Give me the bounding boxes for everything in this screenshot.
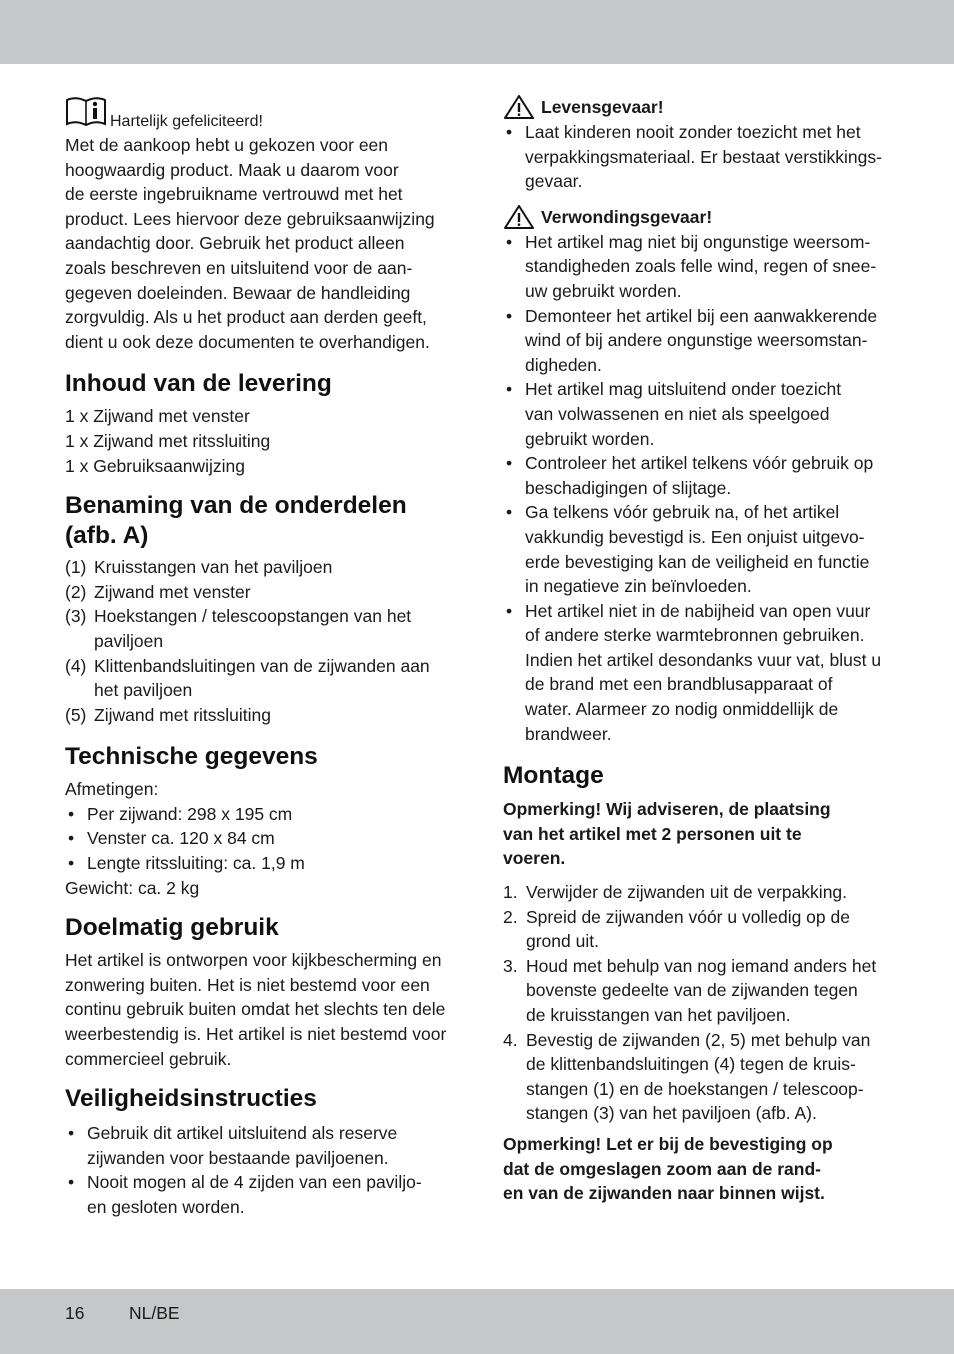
bullet-line: brandweer. xyxy=(525,723,612,744)
assembly-steps xyxy=(503,880,891,1126)
bullet-line: verpakkingsmateriaal. Er bestaat verstikkings- xyxy=(525,146,882,167)
item-number: 3. xyxy=(503,955,518,976)
bullet-item xyxy=(503,304,891,378)
contents-list xyxy=(65,404,455,478)
item-number: (3) xyxy=(65,606,87,627)
note-line: en van de zijwanden naar binnen wijst. xyxy=(503,1183,825,1204)
technical-heading: Technische gegevens xyxy=(65,743,318,771)
item-line: Zijwand met ritssluiting xyxy=(94,704,271,725)
item-line: Bevestig de zijwanden (2, 5) met behulp van xyxy=(526,1029,871,1050)
numbered-item xyxy=(65,580,455,605)
dimensions-label: Afmetingen: xyxy=(65,779,159,800)
item-line: Hoekstangen / telescoopstangen van het xyxy=(94,606,412,627)
numbered-item xyxy=(65,654,455,703)
intended-use-line: weerbestendig is. Het artikel is niet bestemd voor xyxy=(65,1024,447,1045)
bullet-line: Het artikel mag uitsluitend onder toezicht xyxy=(525,379,842,400)
bullet-item xyxy=(65,1121,455,1170)
contents-heading: Inhoud van de levering xyxy=(65,370,332,398)
intro-line: product. Lees hiervoor deze gebruiksaanwijzing xyxy=(65,208,435,229)
intended-use-line: zonwering buiten. Het is niet bestemd voor een xyxy=(65,974,430,995)
item-number: (2) xyxy=(65,581,87,602)
item-number: (1) xyxy=(65,557,87,578)
item-line: Spreid de zijwanden vóór u volledig op de xyxy=(526,906,850,927)
intro-line: gegeven doeleinden. Bewaar de handleiding xyxy=(65,282,411,303)
item-line: paviljoen xyxy=(94,630,164,651)
intro-line: aandachtig door. Gebruik het product alleen xyxy=(65,233,405,254)
bullet-item xyxy=(503,599,891,747)
bullet-line: Nooit mogen al de 4 zijden van een paviljo- xyxy=(87,1172,422,1193)
numbered-item xyxy=(65,703,455,728)
warning-triangle-icon xyxy=(503,94,535,120)
intro-line: dient u ook deze documenten te overhandigen. xyxy=(65,331,430,352)
bullet-line: Gebruik dit artikel uitsluitend als reserve xyxy=(87,1123,398,1144)
safety-heading: Veiligheidsinstructies xyxy=(65,1085,317,1113)
intended-use-paragraph xyxy=(65,948,455,1071)
numbered-item xyxy=(503,905,891,954)
note-line: dat de omgeslagen zoom aan de rand- xyxy=(503,1158,821,1179)
bullet-line: vakkundig bevestigd is. Een onjuist uitgevo- xyxy=(525,526,865,547)
bullet-line: Per zijwand: 298 x 195 cm xyxy=(87,803,293,824)
technical-list xyxy=(65,802,455,876)
bullet-item xyxy=(503,451,891,500)
danger-injury-heading xyxy=(503,204,891,230)
item-line: stangen (1) en de hoekstangen / telescoop- xyxy=(526,1078,864,1099)
bullet-item xyxy=(65,851,455,876)
item-number: (5) xyxy=(65,704,87,725)
intro-line: de eerste ingebruikname vertrouwd met het xyxy=(65,184,403,205)
parts-list xyxy=(65,555,455,727)
item-line: Verwijder de zijwanden uit de verpakking. xyxy=(526,882,848,903)
item-line: bovenste gedeelte van de zijwanden tegen xyxy=(526,980,858,1001)
intended-use-line: continu gebruik buiten omdat het slechts ten dele xyxy=(65,999,446,1020)
item-line: het paviljoen xyxy=(94,680,193,701)
bullet-line: Controleer het artikel telkens vóór gebruik op xyxy=(525,453,874,474)
bullet-item xyxy=(65,802,455,827)
item-line: Klittenbandsluitingen van de zijwanden aan xyxy=(94,655,430,676)
bullet-line: wind of bij andere ongunstige weersomstan- xyxy=(525,330,868,351)
bullet-line: erde bevestiging kan de veiligheid en functie xyxy=(525,551,870,572)
intended-use-line: Het artikel is ontworpen voor kijkbescherming en xyxy=(65,950,442,971)
intro-greeting: Hartelijk gefeliciteerd! xyxy=(110,113,263,130)
bullet-line: Indien het artikel desondanks vuur vat, blust u xyxy=(525,649,882,670)
bullet-line: uw gebruikt worden. xyxy=(525,280,682,301)
intro-paragraph xyxy=(65,133,455,354)
item-line: de kruisstangen van het paviljoen. xyxy=(526,1005,791,1025)
right-column xyxy=(503,94,891,1206)
info-book-icon xyxy=(65,94,107,133)
item-line: Houd met behulp van nog iemand anders het xyxy=(526,955,877,976)
danger-injury-list xyxy=(503,230,891,746)
bullet-item xyxy=(503,377,891,451)
bullet-line: standigheden zoals felle wind, regen of snee- xyxy=(525,256,877,277)
item-number: (4) xyxy=(65,655,87,676)
bullet-line: Het artikel niet in de nabijheid van open vuur xyxy=(525,600,871,621)
intro-greeting-line xyxy=(65,94,455,133)
intro-line: Met de aankoop hebt u gekozen voor een xyxy=(65,135,389,155)
bullet-line: Lengte ritssluiting: ca. 1,9 m xyxy=(87,853,305,874)
contents-item: 1 x Gebruiksaanwijzing xyxy=(65,455,245,476)
bullet-line: digheden. xyxy=(525,354,602,375)
bullet-line: de brand met een brandblusapparaat of xyxy=(525,674,833,695)
header-bar xyxy=(0,0,954,64)
contents-item: 1 x Zijwand met ritssluiting xyxy=(65,430,271,451)
weight-text: Gewicht: ca. 2 kg xyxy=(65,877,200,898)
item-line: Zijwand met venster xyxy=(94,581,251,602)
bullet-line: en gesloten worden. xyxy=(87,1197,245,1217)
intended-use-heading: Doelmatig gebruik xyxy=(65,914,279,942)
bullet-line: gebruikt worden. xyxy=(525,428,655,449)
note-line: voeren. xyxy=(503,848,566,869)
bullet-line: water. Alarmeer zo nodig onmiddellijk de xyxy=(525,699,839,720)
assembly-heading: Montage xyxy=(503,762,604,790)
bullet-line: zijwanden voor bestaande paviljoenen. xyxy=(87,1147,389,1168)
bullet-line: in negatieve zin beïnvloeden. xyxy=(525,576,752,597)
language-code: NL/BE xyxy=(129,1303,180,1323)
intro-line: hoogwaardig product. Maak u daarom voor xyxy=(65,159,399,180)
bullet-item xyxy=(65,1170,455,1219)
intro-line: zorgvuldig. Als u het product aan derden geeft, xyxy=(65,307,427,328)
intro-line: zoals beschreven en uitsluitend voor de aan- xyxy=(65,257,413,278)
bullet-item xyxy=(503,500,891,598)
note-line: Opmerking! Wij adviseren, de plaatsing xyxy=(503,799,831,820)
page-number: 16 xyxy=(65,1303,85,1323)
numbered-item xyxy=(503,880,891,905)
numbered-item xyxy=(503,1028,891,1126)
intended-use-line: commercieel gebruik. xyxy=(65,1048,232,1069)
parts-heading-line2: (afb. A) xyxy=(65,522,149,550)
bullet-line: Het artikel mag niet bij ongunstige weersom- xyxy=(525,231,871,252)
left-column xyxy=(65,94,455,1220)
note-line: Opmerking! Let er bij de bevestiging op xyxy=(503,1133,833,1154)
parts-heading-line1: Benaming van de onderdelen xyxy=(65,492,407,520)
item-line: stangen (3) van het paviljoen (afb. A). xyxy=(526,1103,817,1124)
item-number: 2. xyxy=(503,906,518,927)
bullet-line: gevaar. xyxy=(525,171,583,192)
item-line: Kruisstangen van het paviljoen xyxy=(94,557,333,578)
danger-life-heading xyxy=(503,94,891,120)
bullet-item xyxy=(503,120,891,194)
bullet-line: van volwassenen en niet als speelgoed xyxy=(525,403,830,424)
assembly-note-2 xyxy=(503,1132,891,1206)
assembly-note-1 xyxy=(503,797,891,871)
danger-life-list xyxy=(503,120,891,194)
safety-list xyxy=(65,1121,455,1219)
numbered-item xyxy=(65,555,455,580)
item-line: grond uit. xyxy=(526,931,599,952)
danger-life-title: Levensgevaar! xyxy=(541,97,664,117)
item-line: de klittenbandsluitingen (4) tegen de kruis- xyxy=(526,1054,856,1075)
bullet-line: Ga telkens vóór gebruik na, of het artikel xyxy=(525,502,840,523)
item-number: 4. xyxy=(503,1029,518,1050)
bullet-line: beschadigingen of slijtage. xyxy=(525,477,732,498)
numbered-item xyxy=(65,604,455,653)
note-line: van het artikel met 2 personen uit te xyxy=(503,823,802,844)
bullet-item xyxy=(65,826,455,851)
numbered-item xyxy=(503,954,891,1028)
contents-item: 1 x Zijwand met venster xyxy=(65,406,250,427)
bullet-item xyxy=(503,230,891,304)
item-number: 1. xyxy=(503,882,518,903)
warning-triangle-icon xyxy=(503,204,535,230)
danger-injury-title: Verwondingsgevaar! xyxy=(541,206,713,227)
parts-heading xyxy=(65,491,455,551)
bullet-line: Venster ca. 120 x 84 cm xyxy=(87,828,275,849)
bullet-line: Demonteer het artikel bij een aanwakkerende xyxy=(525,305,878,326)
bullet-line: Laat kinderen nooit zonder toezicht met het xyxy=(525,122,861,142)
bullet-line: of andere sterke warmtebronnen gebruiken. xyxy=(525,625,865,646)
